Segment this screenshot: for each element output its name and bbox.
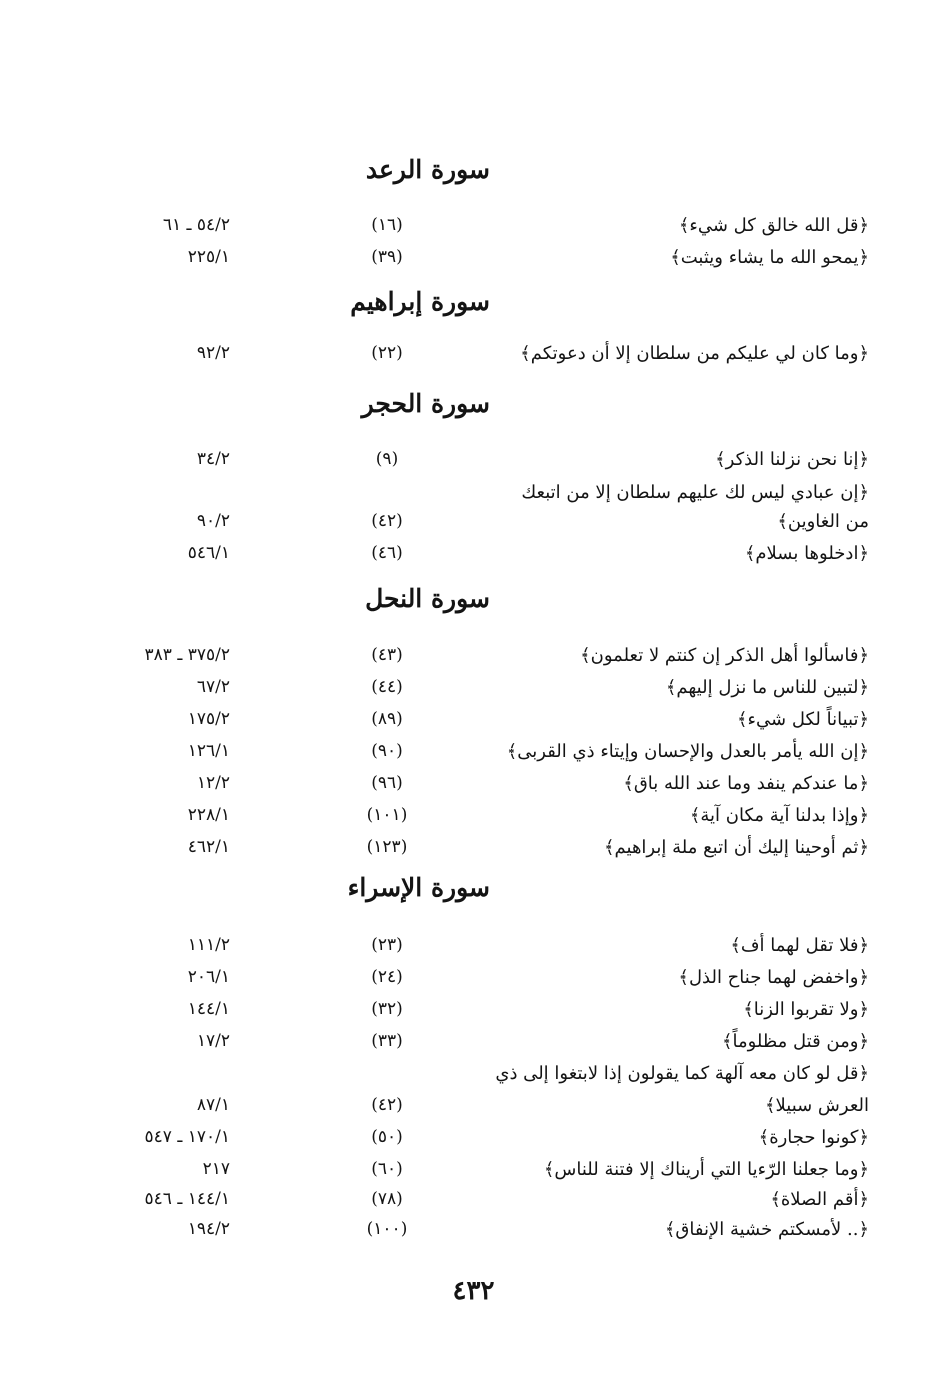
verse-number: (٣٣) <box>371 1031 403 1051</box>
verse-number: (٣٩) <box>371 247 403 267</box>
verse-number: (١٠٠) <box>366 1219 408 1239</box>
verse-number: (١٠١) <box>366 805 408 825</box>
verse-text: ﴿قل الله خالق كل شيء﴾ <box>678 215 869 236</box>
verse-number: (٢٣) <box>371 935 403 955</box>
surah-title <box>0 584 947 624</box>
index-row <box>0 1127 947 1161</box>
verse-text: العرش سبيلا﴾ <box>764 1095 869 1116</box>
page-reference: ١٧/٢ <box>196 1031 230 1051</box>
verse-text: ﴿لتبين للناس ما نزل إليهم﴾ <box>665 677 869 698</box>
verse-number: (٤٣) <box>371 645 403 665</box>
surah-title <box>0 389 947 429</box>
page-reference: ٦٧/٢ <box>196 677 230 697</box>
index-row <box>0 677 947 711</box>
page-reference: ٥٤٦/١ <box>187 543 230 563</box>
index-row <box>0 645 947 679</box>
page-reference: ١١١/٢ <box>187 935 230 955</box>
page-reference: ٢٢٨/١ <box>187 805 230 825</box>
page-reference: ١٢٦/١ <box>187 741 230 761</box>
index-row <box>0 709 947 743</box>
verse-text: ﴿إن الله يأمر بالعدل والإحسان وإيتاء ذي القربى﴾ <box>506 741 869 762</box>
page-reference: ٣٧٥/٢ ـ ٣٨٣ <box>144 645 230 665</box>
verse-number: (٩٦) <box>371 773 403 793</box>
verse-number: (٥٠) <box>371 1127 403 1147</box>
index-row <box>0 935 947 969</box>
verse-number: (٦٠) <box>371 1159 403 1179</box>
verse-number: (٢٤) <box>371 967 403 987</box>
index-row <box>0 1219 947 1253</box>
verse-text: ﴿وإذا بدلنا آية مكان آية﴾ <box>689 805 869 826</box>
verse-text: ﴿ثم أوحينا إليك أن اتبع ملة إبراهيم﴾ <box>603 837 869 858</box>
verse-text: ﴿فلا تقل لهما أف﴾ <box>730 935 869 956</box>
page-reference: ١٤٤/١ <box>187 999 230 1019</box>
verse-text: ﴿إنا نحن نزلنا الذكر﴾ <box>715 449 869 470</box>
page-number: ٤٣٢ <box>452 1276 495 1306</box>
verse-text: ﴿ادخلوها بسلام﴾ <box>744 543 869 564</box>
index-row <box>0 967 947 1001</box>
index-row <box>0 773 947 807</box>
page-reference: ٩٠/٢ <box>196 511 230 531</box>
verse-text: ﴿تبياناً لكل شيء﴾ <box>737 709 869 730</box>
surah-title <box>0 155 947 195</box>
surah-title-text: سورة النحل <box>365 584 490 613</box>
verse-number: (١٢٣) <box>366 837 408 857</box>
index-row <box>0 1189 947 1223</box>
index-row <box>0 449 947 483</box>
index-row <box>0 543 947 577</box>
index-row <box>0 1031 947 1065</box>
page-reference: ٢٠٦/١ <box>187 967 230 987</box>
verse-text: ﴿كونوا حجارة﴾ <box>758 1127 869 1148</box>
verse-text: من الغاوين﴾ <box>777 511 869 532</box>
verse-number: (٨٩) <box>371 709 403 729</box>
page-reference: ١٩٤/٢ <box>187 1219 230 1239</box>
index-row <box>0 741 947 775</box>
verse-text: ﴿وما كان لي عليكم من سلطان إلا أن دعوتكم﴾ <box>520 343 869 364</box>
index-row <box>0 837 947 871</box>
page-reference: ٢١٧ <box>202 1159 230 1179</box>
index-row <box>0 1063 947 1097</box>
index-row <box>0 215 947 249</box>
page-reference: ٨٧/١ <box>196 1095 230 1115</box>
verse-text: ﴿ومن قتل مظلوماً﴾ <box>721 1031 869 1052</box>
surah-title-text: سورة إبراهيم <box>350 287 490 316</box>
index-row <box>0 511 947 545</box>
page-reference: ١٧٠/١ ـ ٥٤٧ <box>144 1127 230 1147</box>
page-reference: ٣٤/٢ <box>196 449 230 469</box>
verse-text: ﴿.. لأمسكتم خشية الإنفاق﴾ <box>664 1219 869 1240</box>
verse-number: (٩) <box>375 449 399 469</box>
verse-text: ﴿ولا تقربوا الزنا﴾ <box>743 999 869 1020</box>
page-reference: ١٢/٢ <box>196 773 230 793</box>
verse-number: (٣٢) <box>371 999 403 1019</box>
index-row <box>0 247 947 281</box>
index-row <box>0 343 947 377</box>
verse-text: ﴿يمحو الله ما يشاء ويثبت﴾ <box>670 247 869 268</box>
page-reference: ١٤٤/١ ـ ٥٤٦ <box>144 1189 230 1209</box>
index-row <box>0 1159 947 1193</box>
surah-title <box>0 287 947 327</box>
page-reference: ٩٢/٢ <box>196 343 230 363</box>
index-row <box>0 1095 947 1129</box>
verse-number: (٩٠) <box>371 741 403 761</box>
surah-title-text: سورة الحجر <box>361 389 490 418</box>
page-reference: ٥٤/٢ ـ ٦١ <box>162 215 230 235</box>
surah-title <box>0 873 947 913</box>
verse-text: ﴿إن عبادي ليس لك عليهم سلطان إلا من اتبعك <box>521 482 869 503</box>
surah-title-text: سورة الرعد <box>365 155 490 184</box>
index-row <box>0 805 947 839</box>
verse-number: (٤٢) <box>371 1095 403 1115</box>
verse-text: ﴿قل لو كان معه آلهة كما يقولون إذا لابتغوا إلى ذي <box>495 1063 869 1084</box>
verse-text: ﴿ما عندكم ينفد وما عند الله باق﴾ <box>623 773 869 794</box>
verse-text: ﴿واخفض لهما جناح الذل﴾ <box>678 967 869 988</box>
page-reference: ١٧٥/٢ <box>187 709 230 729</box>
verse-text: ﴿وما جعلنا الرّءيا التي أريناك إلا فتنة للناس﴾ <box>543 1159 869 1180</box>
verse-text: ﴿فاسألوا أهل الذكر إن كنتم لا تعلمون﴾ <box>580 645 869 666</box>
verse-number: (٧٨) <box>371 1189 403 1209</box>
page-reference: ٢٢٥/١ <box>187 247 230 267</box>
verse-number: (٤٢) <box>371 511 403 531</box>
verse-number: (٢٢) <box>371 343 403 363</box>
index-row <box>0 999 947 1033</box>
verse-number: (١٦) <box>371 215 403 235</box>
verse-number: (٤٦) <box>371 543 403 563</box>
verse-text: ﴿أقم الصلاة﴾ <box>770 1189 869 1210</box>
page-reference: ٤٦٢/١ <box>187 837 230 857</box>
verse-number: (٤٤) <box>371 677 403 697</box>
surah-title-text: سورة الإسراء <box>347 873 490 902</box>
